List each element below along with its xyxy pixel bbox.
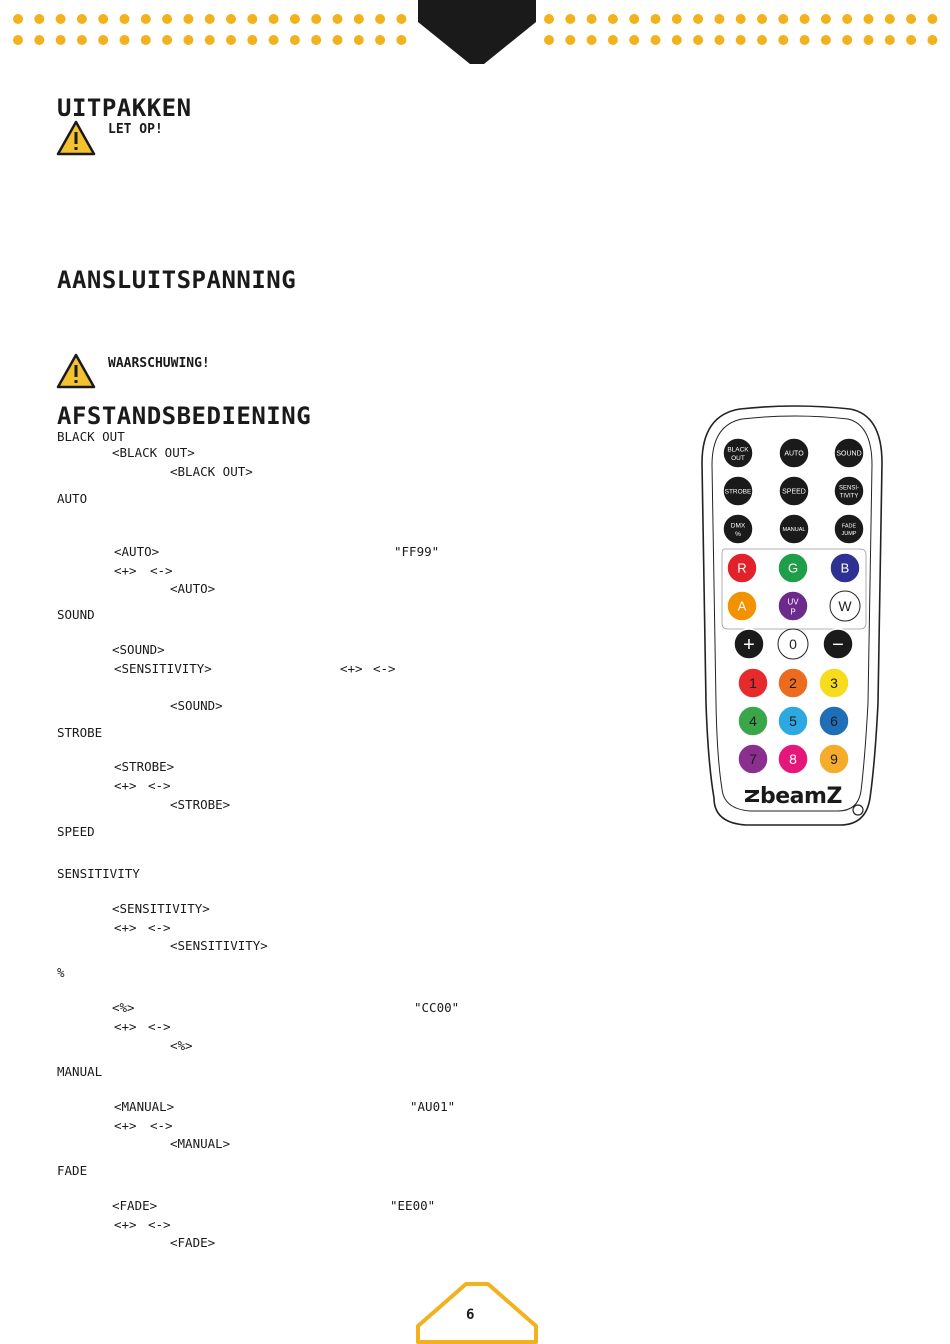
decorative-dot	[375, 35, 385, 45]
decorative-dot	[205, 14, 215, 24]
remote-button-label: FADE	[841, 523, 857, 530]
top-dot-pattern-left	[0, 0, 420, 55]
decorative-dot	[906, 35, 916, 45]
decorative-dot	[205, 35, 215, 45]
decorative-dot	[885, 14, 895, 24]
decorative-dot	[565, 14, 575, 24]
remote-button-zero	[778, 629, 808, 659]
text-auto-minus: <->	[150, 563, 173, 578]
decorative-dot	[269, 14, 279, 24]
remote-button-label: +	[743, 634, 755, 657]
decorative-dot	[757, 14, 767, 24]
remote-button-label: SENSI-	[838, 485, 860, 492]
remote-button-label: SPEED	[782, 488, 806, 496]
decorative-dot	[778, 35, 788, 45]
decorative-dot	[927, 35, 937, 45]
decorative-dot	[290, 14, 300, 24]
decorative-dot	[247, 14, 257, 24]
decorative-dot	[162, 14, 172, 24]
remote-button-label: −	[832, 634, 844, 657]
warning-triangle-icon	[56, 353, 96, 389]
top-chevron-shape	[418, 0, 536, 66]
decorative-dot	[544, 35, 554, 45]
remote-button-strobe	[723, 476, 753, 506]
decorative-dot	[333, 14, 343, 24]
remote-button-label: STROBE	[724, 488, 752, 496]
remote-button-3	[819, 668, 849, 698]
remote-button-label: 8	[789, 751, 797, 768]
decorative-dot	[885, 35, 895, 45]
decorative-dot	[842, 35, 852, 45]
decorative-dot	[162, 35, 172, 45]
page-number: 6	[466, 1307, 475, 1323]
remote-button-label: 7	[749, 751, 757, 768]
decorative-dot	[226, 14, 236, 24]
page-number-badge	[416, 1282, 538, 1344]
decorative-dot	[927, 14, 937, 24]
text-percent-2: <%>	[170, 1038, 193, 1053]
decorative-dot	[396, 35, 406, 45]
decorative-dot	[800, 14, 810, 24]
remote-button-minus	[823, 629, 853, 659]
remote-button-label: A	[737, 598, 747, 614]
decorative-dot	[77, 14, 87, 24]
heading-fade: FADE	[57, 1163, 88, 1178]
heading-percent: %	[57, 965, 65, 980]
decorative-dot	[821, 14, 831, 24]
unpack-warning-label: LET OP!	[108, 122, 163, 137]
remote-button-2	[778, 668, 808, 698]
decorative-dot	[672, 35, 682, 45]
remote-button-label: JUMP	[841, 531, 857, 537]
decorative-dot	[757, 35, 767, 45]
decorative-dot	[736, 35, 746, 45]
remote-button-label: TIVITY	[839, 493, 859, 500]
remote-button-label: 0	[789, 636, 797, 653]
remote-button-label: B	[840, 560, 850, 576]
remote-button-label: SOUND	[836, 450, 862, 458]
remote-button-label: 5	[789, 713, 797, 730]
brand-logo-text: beamZ	[760, 784, 842, 809]
decorative-dot	[120, 14, 130, 24]
remote-button-speed	[779, 476, 809, 506]
heading-sensitivity: SENSITIVITY	[57, 866, 140, 881]
decorative-dot	[333, 35, 343, 45]
decorative-dot	[269, 35, 279, 45]
decorative-dot	[821, 35, 831, 45]
decorative-dot	[56, 35, 66, 45]
remote-button-w	[830, 591, 860, 621]
decorative-dot	[864, 35, 874, 45]
decorative-dot	[56, 14, 66, 24]
text-fade-2: <FADE>	[170, 1235, 216, 1250]
decorative-dot	[714, 14, 724, 24]
decorative-dot	[34, 14, 44, 24]
decorative-dot	[651, 14, 661, 24]
remote-button-fade	[834, 514, 864, 544]
decorative-dot	[120, 35, 130, 45]
section-title-unpack: UITPAKKEN	[57, 94, 192, 122]
remote-button-dmx	[723, 514, 753, 544]
text-sensitivity-2: <SENSITIVITY>	[170, 938, 268, 953]
text-sound-plus: <+>	[340, 661, 363, 676]
text-percent-code: "CC00"	[414, 1000, 460, 1015]
text-fade-code: "EE00"	[390, 1198, 436, 1213]
decorative-dot	[13, 14, 23, 24]
remote-button-auto	[779, 438, 809, 468]
remote-button-7	[738, 744, 768, 774]
text-auto-2: <AUTO>	[170, 581, 216, 596]
text-sensitivity-1: <SENSITIVITY>	[112, 901, 210, 916]
remote-button-sensitivity	[834, 476, 864, 506]
heading-black-out: BLACK OUT	[57, 429, 125, 444]
remote-button-label: MANUAL	[782, 526, 806, 533]
text-auto-code: "FF99"	[394, 544, 440, 559]
text-percent-minus: <->	[148, 1019, 171, 1034]
remote-button-manual	[779, 514, 809, 544]
text-manual-code: "AU01"	[410, 1099, 456, 1114]
decorative-dot	[354, 14, 364, 24]
text-sound-minus: <->	[373, 661, 396, 676]
decorative-dot	[608, 14, 618, 24]
remote-button-label: BLACK	[727, 446, 749, 454]
text-sound-1: <SOUND>	[112, 642, 165, 657]
remote-button-black-out	[723, 438, 753, 468]
text-black-out-1: <BLACK OUT>	[112, 445, 195, 460]
remote-button-plus	[734, 629, 764, 659]
remote-button-label: 9	[830, 751, 838, 768]
decorative-dot	[693, 35, 703, 45]
top-dot-pattern-right	[538, 0, 950, 55]
text-percent-1: <%>	[112, 1000, 135, 1015]
decorative-dot	[587, 14, 597, 24]
heading-strobe: STROBE	[57, 725, 103, 740]
decorative-dot	[354, 35, 364, 45]
decorative-dot	[736, 14, 746, 24]
remote-button-8	[778, 744, 808, 774]
brand-logo	[744, 784, 842, 809]
text-sensitivity-minus: <->	[148, 920, 171, 935]
decorative-dot	[247, 35, 257, 45]
text-strobe-1: <STROBE>	[114, 759, 175, 774]
remote-button-r	[727, 553, 757, 583]
brand-logo-icon	[744, 785, 760, 801]
decorative-dot	[672, 14, 682, 24]
remote-button-uvp	[778, 591, 808, 621]
remote-button-b	[830, 553, 860, 583]
text-strobe-minus: <->	[148, 778, 171, 793]
remote-button-g	[778, 553, 808, 583]
decorative-dot	[842, 14, 852, 24]
text-manual-plus: <+>	[114, 1118, 137, 1133]
decorative-dot	[629, 14, 639, 24]
decorative-dot	[311, 14, 321, 24]
decorative-dot	[98, 35, 108, 45]
remote-button-1	[738, 668, 768, 698]
decorative-dot	[693, 14, 703, 24]
text-fade-1: <FADE>	[112, 1198, 158, 1213]
heading-auto: AUTO	[57, 491, 88, 506]
text-auto-1: <AUTO>	[114, 544, 160, 559]
heading-manual: MANUAL	[57, 1064, 103, 1079]
decorative-dot	[183, 14, 193, 24]
decorative-dot	[13, 35, 23, 45]
remote-button-label: 3	[830, 675, 838, 692]
decorative-dot	[587, 35, 597, 45]
text-manual-1: <MANUAL>	[114, 1099, 175, 1114]
decorative-dot	[778, 14, 788, 24]
text-sound-sensitivity: <SENSITIVITY>	[114, 661, 212, 676]
section-title-remote: AFSTANDSBEDIENING	[57, 402, 312, 430]
warning-triangle-icon	[56, 120, 96, 156]
remote-button-a	[727, 591, 757, 621]
ir-window-icon	[851, 803, 865, 817]
decorative-dot	[183, 35, 193, 45]
remote-control-illustration	[700, 403, 890, 831]
decorative-dot	[651, 35, 661, 45]
remote-button-label: OUT	[731, 455, 745, 462]
remote-button-label: DMX	[730, 522, 746, 530]
decorative-dot	[629, 35, 639, 45]
remote-button-label: R	[737, 560, 747, 576]
remote-button-sound	[834, 438, 864, 468]
text-percent-plus: <+>	[114, 1019, 137, 1034]
remote-button-label: 2	[789, 675, 797, 692]
remote-button-label: AUTO	[784, 450, 804, 458]
decorative-dot	[906, 14, 916, 24]
remote-button-4	[738, 706, 768, 736]
decorative-dot	[544, 14, 554, 24]
decorative-dot	[226, 35, 236, 45]
heading-sound: SOUND	[57, 607, 95, 622]
remote-button-label: G	[787, 560, 799, 576]
remote-button-6	[819, 706, 849, 736]
remote-button-9	[819, 744, 849, 774]
remote-button-label: 4	[749, 713, 757, 730]
text-sound-2: <SOUND>	[170, 698, 223, 713]
heading-speed: SPEED	[57, 824, 95, 839]
text-fade-minus: <->	[148, 1217, 171, 1232]
text-fade-plus: <+>	[114, 1217, 137, 1232]
decorative-dot	[290, 35, 300, 45]
decorative-dot	[800, 35, 810, 45]
text-manual-2: <MANUAL>	[170, 1136, 231, 1151]
text-black-out-2: <BLACK OUT>	[170, 464, 253, 479]
power-warning-label: WAARSCHUWING!	[108, 356, 210, 371]
remote-button-label: 6	[830, 713, 838, 730]
decorative-dot	[311, 35, 321, 45]
section-title-power: AANSLUITSPANNING	[57, 266, 297, 294]
decorative-dot	[34, 35, 44, 45]
decorative-dot	[565, 35, 575, 45]
remote-button-label: UV	[787, 597, 799, 607]
decorative-dot	[608, 35, 618, 45]
decorative-dot	[714, 35, 724, 45]
text-strobe-plus: <+>	[114, 778, 137, 793]
text-strobe-2: <STROBE>	[170, 797, 231, 812]
remote-button-label: P	[790, 607, 796, 617]
remote-button-label: 1	[749, 675, 757, 692]
decorative-dot	[98, 14, 108, 24]
remote-button-5	[778, 706, 808, 736]
decorative-dot	[77, 35, 87, 45]
decorative-dot	[864, 14, 874, 24]
decorative-dot	[375, 14, 385, 24]
text-sensitivity-plus: <+>	[114, 920, 137, 935]
decorative-dot	[396, 14, 406, 24]
text-manual-minus: <->	[150, 1118, 173, 1133]
remote-button-label: %	[735, 531, 741, 538]
text-auto-plus: <+>	[114, 563, 137, 578]
decorative-dot	[141, 35, 151, 45]
remote-button-label: W	[838, 598, 852, 615]
decorative-dot	[141, 14, 151, 24]
